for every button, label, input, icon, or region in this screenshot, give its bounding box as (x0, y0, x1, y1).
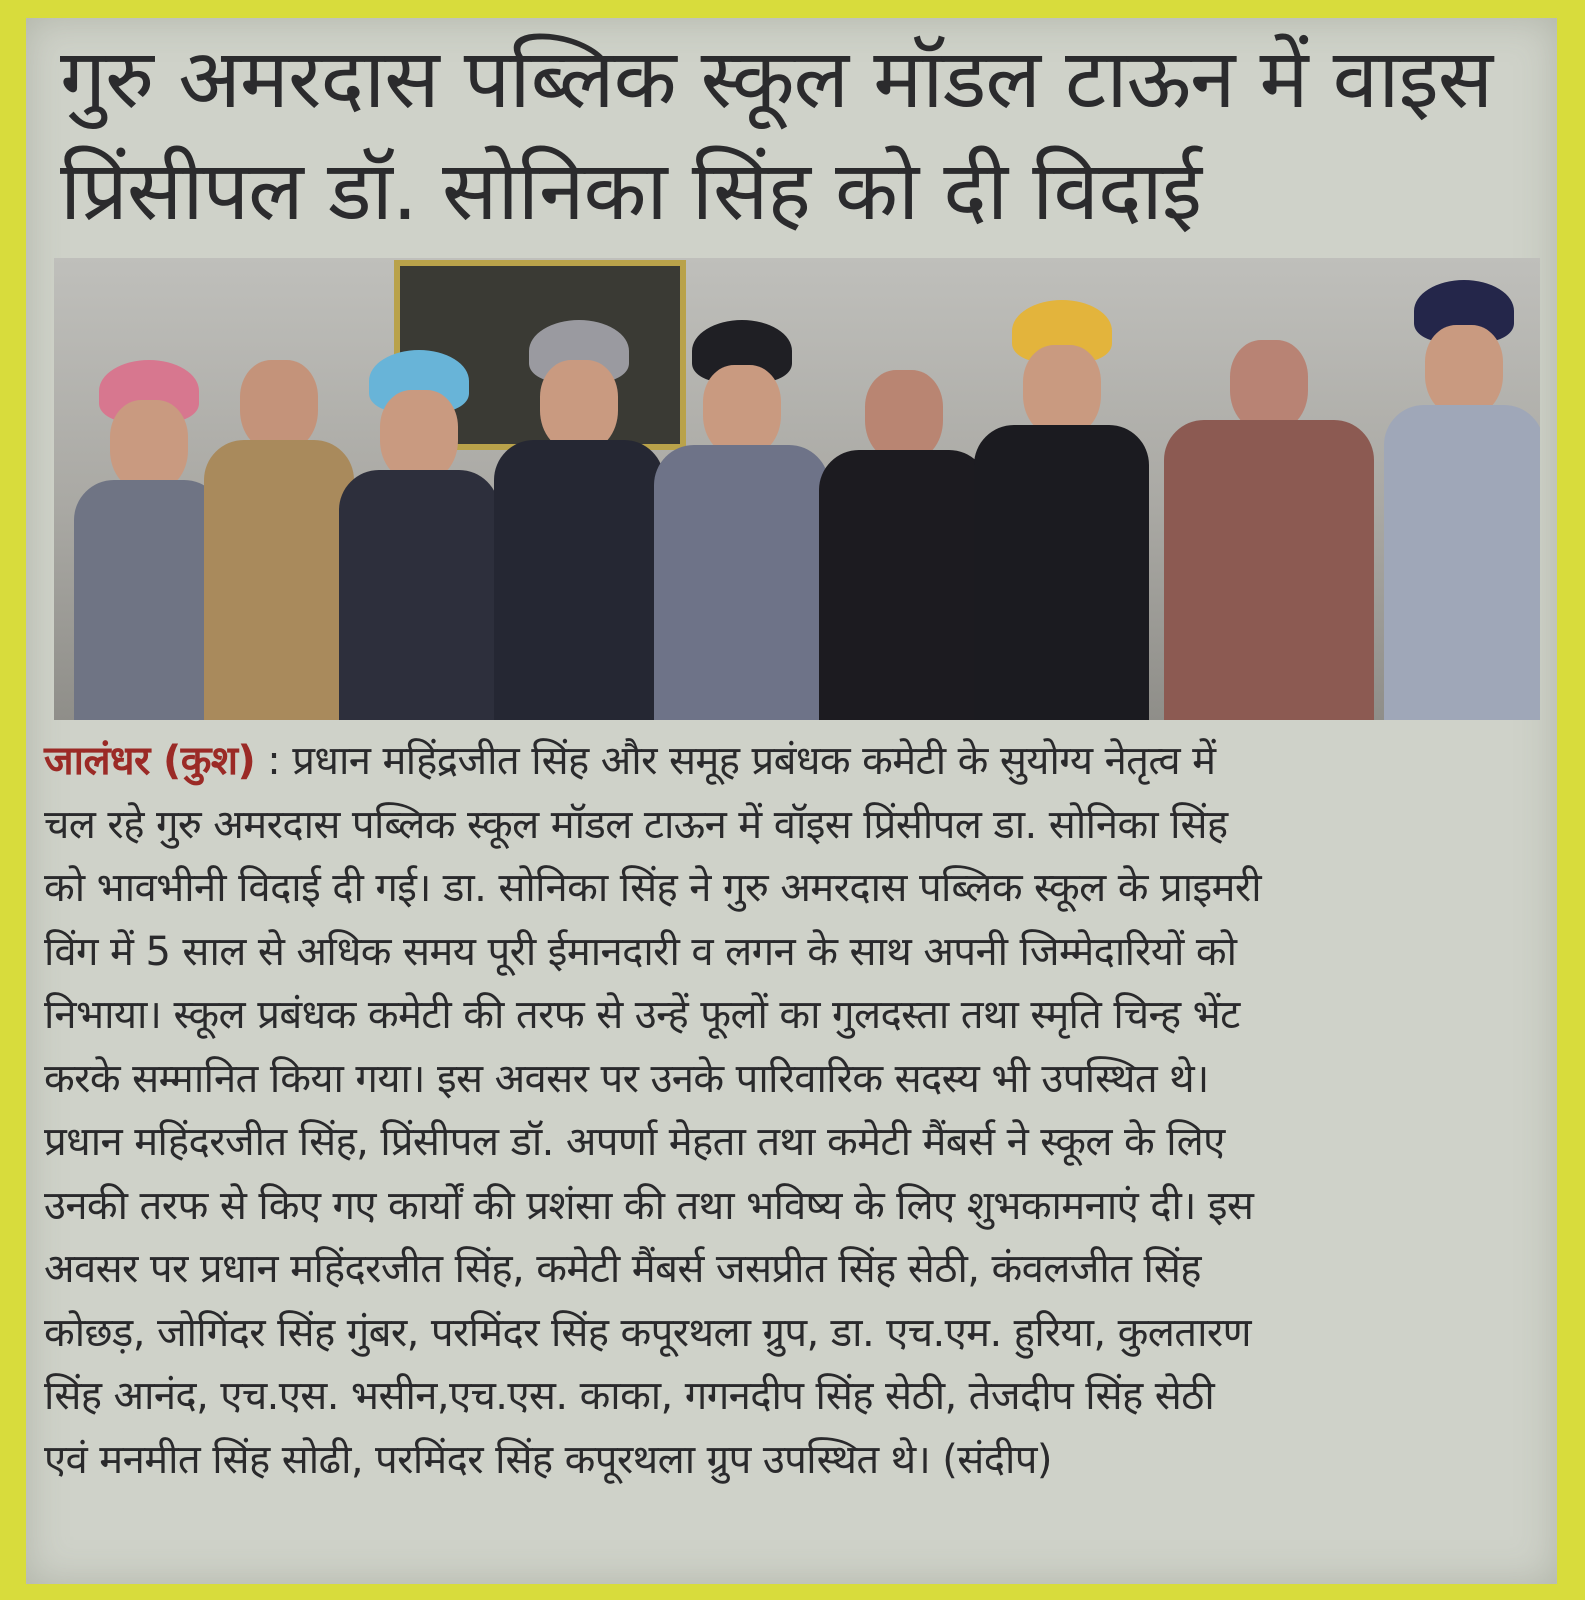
face-shape (865, 370, 943, 462)
person-5 (654, 320, 829, 720)
article-line: को भावभीनी विदाई दी गई। डा. सोनिका सिंह ने गुरु अमरदास पब्लिक स्कूल के प्राइमरी (44, 865, 1262, 911)
article-line-text: : प्रधान महिंद्रजीत सिंह और समूह प्रबंधक कमेटी के सुयोग्य नेतृत्व में (267, 738, 1216, 784)
headline (60, 24, 1540, 248)
article-line: चल रहे गुरु अमरदास पब्लिक स्कूल मॉडल टाऊन में वॉइस प्रिंसीपल डा. सोनिका सिंह (44, 801, 1228, 848)
article-line: प्रधान महिंदरजीत सिंह, प्रिंसीपल डॉ. अपर्णा मेहता तथा कमेटी मैंबर्स ने स्कूल के लिए (44, 1119, 1225, 1165)
face-shape (110, 400, 188, 492)
face-shape (1425, 325, 1503, 417)
clothing-shape (1384, 405, 1540, 720)
face-shape (540, 360, 618, 452)
person-3 (339, 350, 499, 720)
face-shape (380, 390, 458, 482)
face-shape (703, 365, 781, 457)
dateline: जालंधर (कुश) (44, 738, 256, 784)
person-1 (74, 320, 224, 720)
person-2 (204, 350, 354, 720)
face-shape (1023, 345, 1101, 437)
clothing-shape (819, 450, 989, 720)
person-7 (974, 300, 1149, 720)
clothing-shape (204, 440, 354, 720)
person-4 (494, 310, 664, 720)
clothing-shape (74, 480, 224, 720)
article-line (44, 730, 1544, 794)
article-line: अवसर पर प्रधान महिंदरजीत सिंह, कमेटी मैंबर्स जसप्रीत सिंह सेठी, कंवलजीत सिंह (44, 1246, 1201, 1292)
article-line: करके सम्मानित किया गया। इस अवसर पर उनके पारिवारिक सदस्य भी उपस्थित थे। (44, 1055, 1209, 1102)
person-9 (1384, 280, 1540, 720)
article-line: सिंह आनंद, एच.एस. भसीन,एच.एस. काका, गगनदीप सिंह सेठी, तेजदीप सिंह सेठी (44, 1373, 1215, 1419)
clothing-shape (654, 445, 829, 720)
person-8 (1164, 340, 1374, 720)
headline-line-2: प्रिंसीपल डॉ. सोनिका सिंह को दी विदाई (60, 144, 1202, 239)
clothing-shape (339, 470, 499, 720)
article-line: उनकी तरफ से किए गए कार्यों की प्रशंसा की तथा भविष्य के लिए शुभकामनाएं दी। इस (44, 1182, 1254, 1229)
face-shape (240, 360, 318, 452)
newspaper-clipping (26, 18, 1557, 1584)
face-shape (1230, 340, 1308, 432)
clothing-shape (974, 425, 1149, 720)
group-photo (54, 258, 1540, 720)
headline-line-1: गुरु अमरदास पब्लिक स्कूल मॉडल टाऊन में वाइस (60, 32, 1493, 127)
person-6 (819, 370, 989, 720)
article-line: विंग में 5 साल से अधिक समय पूरी ईमानदारी व लगन के साथ अपनी जिम्मेदारियों को (44, 928, 1237, 975)
clothing-shape (494, 440, 664, 720)
article-line: कोछड़, जोगिंदर सिंह गुंबर, परमिंदर सिंह कपूरथला ग्रुप, डा. एच.एम. हुरिया, कुलतारण (44, 1309, 1251, 1356)
article-body (44, 730, 1544, 1492)
article-line: निभाया। स्कूल प्रबंधक कमेटी की तरफ से उन्हें फूलों का गुलदस्ता तथा स्मृति चिन्ह भेंट (44, 992, 1240, 1038)
article-line: एवं मनमीत सिंह सोढी, परमिंदर सिंह कपूरथला ग्रुप उपस्थित थे। (संदीप) (44, 1436, 1052, 1483)
clothing-shape (1164, 420, 1374, 720)
